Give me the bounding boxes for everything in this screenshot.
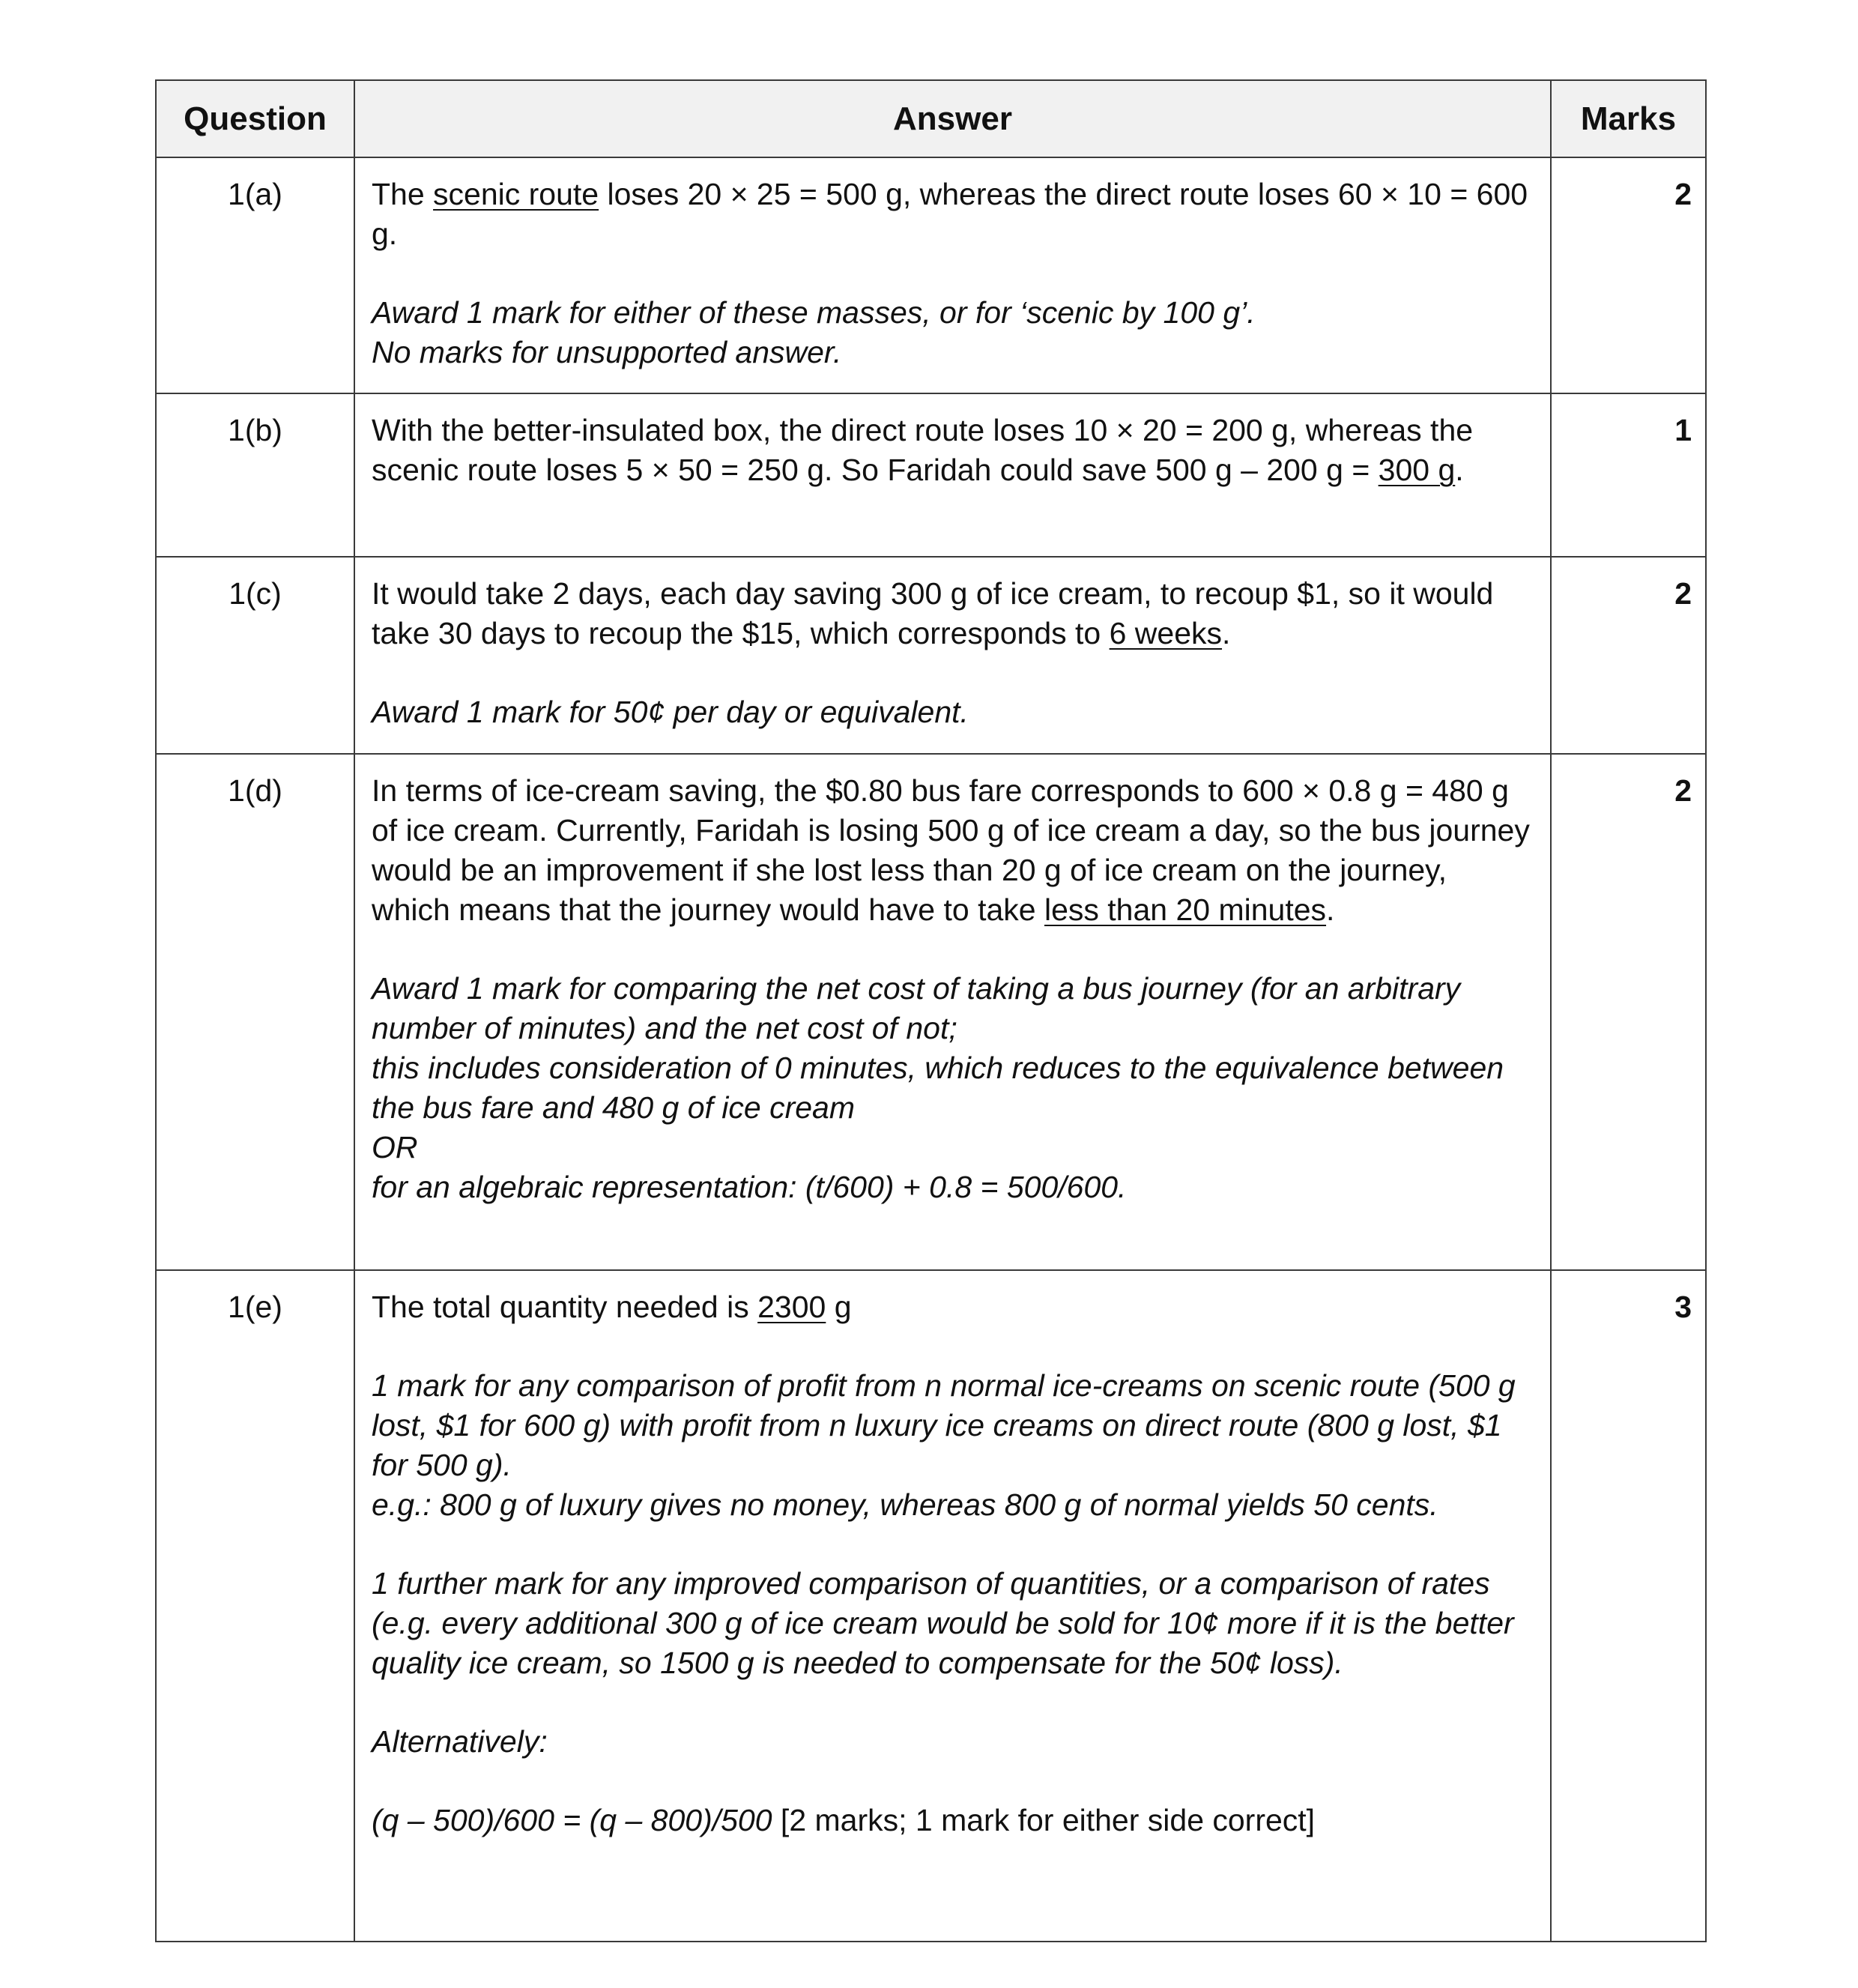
mark-scheme-table	[155, 79, 1707, 1942]
question-number: 1(b)	[156, 393, 354, 557]
marks-value: 2	[1551, 157, 1706, 393]
answer-cell	[354, 393, 1551, 557]
table-row	[156, 1270, 1706, 1942]
answer-text: With the better-insulated box, the direct route loses 10 × 20 = 200 g, whereas the scenic route loses 5 × 50 = 250 g. So Faridah could save 500 g – 200 g = 300 g.	[372, 413, 1474, 487]
alternative-formula: (q – 500)/600 = (q – 800)/500 [2 marks; 1 mark for either side correct]	[372, 1803, 1316, 1837]
marks-value: 1	[1551, 393, 1706, 557]
answer-cell	[354, 557, 1551, 754]
answer-text: It would take 2 days, each day saving 300 g of ice cream, to recoup $1, so it would take 30 days to recoup the $15, which corresponds to 6 weeks.	[372, 576, 1494, 650]
marks-value: 2	[1551, 754, 1706, 1270]
answer-cell	[354, 157, 1551, 393]
underlined-answer: less than 20 minutes	[1044, 892, 1327, 927]
marks-value: 3	[1551, 1270, 1706, 1942]
table-row	[156, 754, 1706, 1270]
marks-header: Marks	[1551, 80, 1706, 157]
underlined-answer: 2300	[757, 1290, 826, 1324]
award-guidance: Award 1 mark for 50¢ per day or equivalent.	[372, 695, 969, 729]
award-guidance: Award 1 mark for either of these masses, or for ‘scenic by 100 g’. No marks for unsupported answer.	[372, 295, 1256, 369]
header-row	[156, 80, 1706, 157]
underlined-answer: 6 weeks	[1109, 616, 1223, 650]
question-number: 1(a)	[156, 157, 354, 393]
answer-cell	[354, 754, 1551, 1270]
award-guidance: Award 1 mark for comparing the net cost of taking a bus journey (for an arbitrary number of minutes) and the net cost of not; this includes consideration of 0 minutes, which reduces to the equivalence between the bus fare and 480 g of ice cream OR for an algebraic representation: (t/600) + 0.8 = 500/600.	[372, 971, 1504, 1204]
answer-cell	[354, 1270, 1551, 1942]
table-row	[156, 557, 1706, 754]
award-guidance-further: 1 further mark for any improved comparison of quantities, or a comparison of rates (e.g. every additional 300 g of ice cream would be sold for 10¢ more if it is the better quality ice cream, so 1500 g is needed to compensate for the 50¢ loss).	[372, 1566, 1514, 1680]
answer-text: In terms of ice-cream saving, the $0.80 bus fare corresponds to 600 × 0.8 g = 480 g of ice cream. Currently, Faridah is losing 500 g of ice cream a day, so the bus journey would be an improvement if she lost less than 20 g of ice cream on the journey, which means that the journey would have to take less than 20 minutes.	[372, 773, 1530, 927]
table-row	[156, 393, 1706, 557]
alternative-label: Alternatively:	[372, 1724, 548, 1759]
answer-text: The total quantity needed is 2300 g	[372, 1290, 852, 1324]
marks-value: 2	[1551, 557, 1706, 754]
table-row	[156, 157, 1706, 393]
answer-header: Answer	[354, 80, 1551, 157]
question-header: Question	[156, 80, 354, 157]
answer-text: The scenic route loses 20 × 25 = 500 g, whereas the direct route loses 60 × 10 = 600 g.	[372, 177, 1528, 251]
underlined-answer: 300 g	[1378, 453, 1456, 487]
award-guidance: 1 mark for any comparison of profit from n normal ice-creams on scenic route (500 g lost, $1 for 600 g) with profit from n luxury ice creams on direct route (800 g lost, $1 for 500 g). e.g.: 800 g of luxury gives no money, whereas 800 g of normal yields 50 cents.	[372, 1368, 1516, 1522]
question-number: 1(c)	[156, 557, 354, 754]
question-number: 1(d)	[156, 754, 354, 1270]
underlined-answer: scenic route	[433, 177, 599, 211]
question-number: 1(e)	[156, 1270, 354, 1942]
